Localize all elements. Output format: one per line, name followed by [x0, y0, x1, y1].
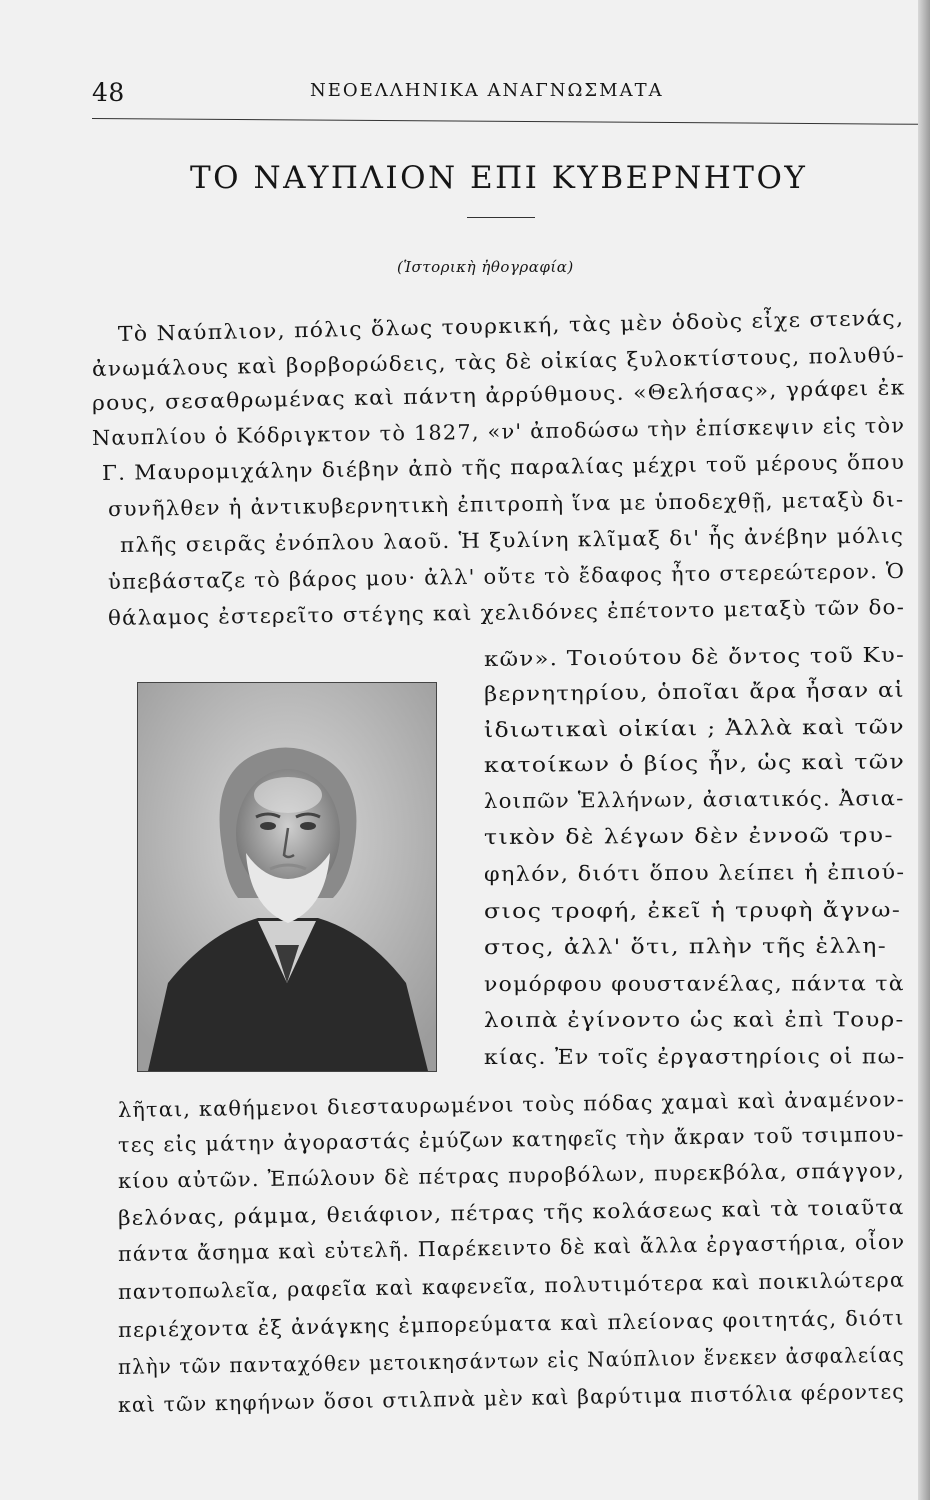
text-line: Γ. Μαυρομιχάλην διέβην ἀπὸ τῆς παραλίας μέχρι τοῦ μέρους ὅπου: [101, 449, 906, 485]
text-line: νομόρφου φουστανέλας, πάντα τὰ: [483, 971, 905, 996]
header-rule: [92, 118, 922, 125]
text-line: λοιπὰ ἐγίνοντο ὡς καὶ ἐπὶ Τουρ-: [483, 1007, 905, 1032]
article-subtitle: (Ἱστορικὴ ἠθογραφία): [397, 258, 574, 276]
text-line: σιος τροφή, ἐκεῖ ἡ τρυφὴ ἄγνω-: [483, 897, 902, 923]
text-line: Ναυπλίου ὁ Κόδριγκτον τὸ 1827, «ν' ἀποδώσω τὴν ἐπίσκεψιν εἰς τὸν: [91, 413, 906, 450]
text-line: ρους, σεσαθρωμένας καὶ πάντη ἀρρύθμους. «Θελήσας», γράφει ἐκ: [91, 375, 906, 415]
text-line: συνῆλθεν ἡ ἀντικυβερνητικὴ ἐπιτροπὴ ἵνα με ὑποδεχθῇ, μεταξὺ δι-: [107, 487, 905, 521]
text-line: ἰδιωτικαὶ οἰκίαι ; Ἀλλὰ καὶ τῶν: [483, 714, 905, 742]
page-edge-shadow: [918, 0, 930, 1500]
text-line: παντοπωλεῖα, ραφεῖα καὶ καφενεῖα, πολυτιμότερα καὶ ποικιλώτερα: [117, 1267, 906, 1304]
running-head: ΝΕΟΕΛΛΗΝΙΚΑ ΑΝΑΓΝΩΣΜΑΤΑ: [310, 80, 664, 101]
bearded-man-portrait-icon: [138, 683, 436, 1071]
page-number: 48: [92, 78, 125, 107]
text-line: λῆται, καθήμενοι διεσταυρωμένοι τοὺς πόδας χαμαὶ καὶ ἀναμένον-: [117, 1087, 906, 1122]
text-line: λοιπῶν Ἑλλήνων, ἀσιατικός. Ἀσια-: [483, 786, 905, 813]
article-title: ΤΟ ΝΑΥΠΛΙΟΝ ΕΠΙ ΚΥΒΕΡΝΗΤΟΥ: [190, 160, 808, 196]
title-divider: [467, 217, 535, 218]
text-line: ἀνωμάλους καὶ βορβορώδεις, τὰς δὲ οἰκίας ξυλοκτίστους, πολυθύ-: [91, 342, 906, 381]
portrait-engraving: [137, 682, 437, 1072]
text-line: τικὸν δὲ λέγων δὲν ἐννοῶ τρυ-: [483, 822, 894, 849]
text-line: πλὴν τῶν πανταχόθεν μετοικησάντων εἰς Ναύπλιον ἕνεκεν ἀσφαλείας: [117, 1342, 906, 1379]
text-line: βελόνας, ράμμα, θειάφιον, πέτρας τῆς κολάσεως καὶ τὰ τοιαῦτα: [117, 1195, 905, 1230]
text-line: ὑπεβάσταζε τὸ βάρος μου· ἀλλ' οὔτε τὸ ἔδαφος ἦτο στερεώτερον. Ὁ: [107, 558, 906, 594]
text-line: περιέχοντα ἐξ ἀνάγκης ἐμπορεύματα καὶ πλείονας φοιτητάς, διότι: [117, 1305, 905, 1342]
text-line: θάλαμος ἐστερεῖτο στέγης καὶ χελιδόνες ἐπέτοντο μεταξὺ τῶν δο-: [107, 594, 906, 630]
text-line: κίου αὐτῶν. Ἐπώλουν δὲ πέτρας πυροβόλων, πυρεκβόλα, σπάγγον,: [117, 1158, 906, 1193]
text-line: καὶ τῶν κηφήνων ὅσοι στιλπνὰ μὲν καὶ βαρύτιμα πιστόλια φέροντες: [117, 1379, 906, 1417]
text-line: τες εἰς μάτην ἀγοραστάς ἐμύζων κατηφεῖς τὴν ἄκραν τοῦ τσιμπου-: [117, 1122, 905, 1157]
text-line: πλῆς σειρᾶς ἐνόπλου λαοῦ. Ἡ ξυλίνη κλῖμαξ δι' ἧς ἀνέβην μόλις: [119, 523, 905, 557]
text-line: κατοίκων ὁ βίος ἦν, ὡς καὶ τῶν: [483, 749, 906, 777]
text-line: βερνητηρίου, ὁποῖαι ἄρα ἦσαν αἱ: [483, 677, 905, 706]
text-line: Τὸ Ναύπλιον, πόλις ὅλως τουρκική, τὰς μὲν ὁδοὺς εἶχε στενάς,: [117, 305, 905, 346]
text-line: φηλόν, διότι ὅπου λείπει ἡ ἐπιού-: [483, 859, 906, 886]
text-line: κῶν». Τοιούτου δὲ ὄντος τοῦ Κυ-: [483, 642, 906, 671]
text-line: κίας. Ἐν τοῖς ἐργαστηρίοις οἱ πω-: [483, 1044, 906, 1069]
text-line: πάντα ἄσημα καὶ εὐτελῆ. Παρέκειντο δὲ καὶ ἄλλα ἐργαστήρια, οἷον: [117, 1229, 906, 1266]
text-line: στος, ἀλλ' ὅτι, πλὴν τῆς ἑλλη-: [483, 933, 888, 959]
